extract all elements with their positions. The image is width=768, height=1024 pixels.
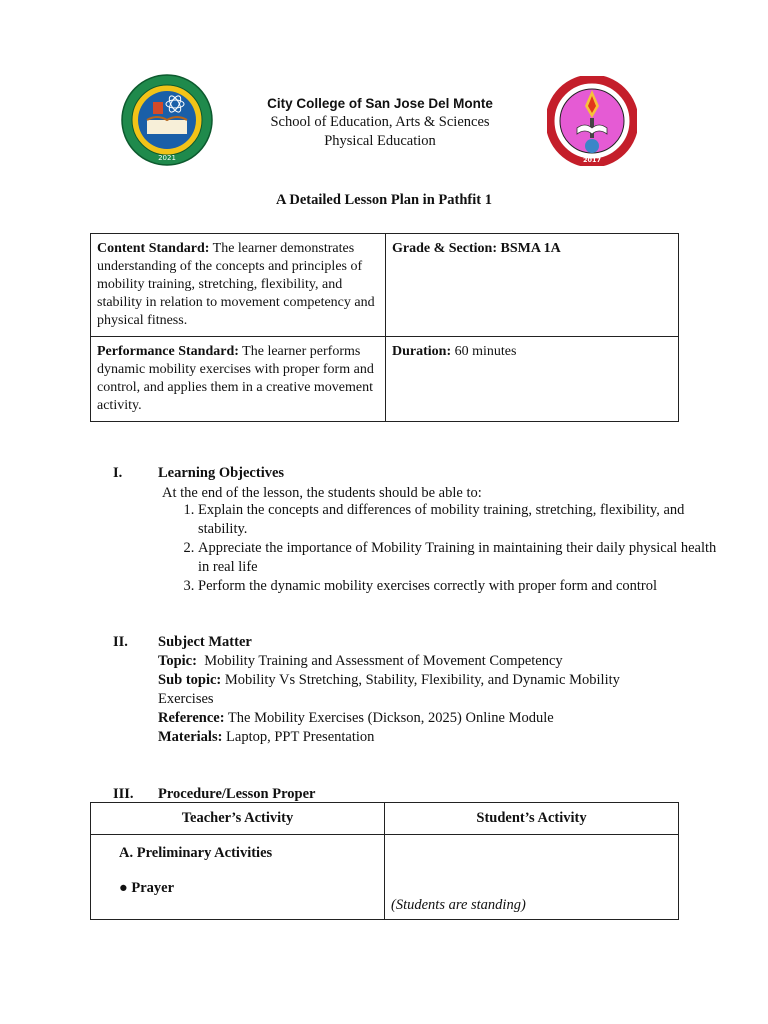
subtopic-line <box>158 671 658 709</box>
section-1-title: Learning Objectives <box>158 465 285 481</box>
materials-line <box>158 728 658 747</box>
performance-standard-cell <box>91 337 386 422</box>
objective-item: 1. Explain the concepts and differences of mobility training, stretching, flexibility, and stability. <box>198 501 722 538</box>
topic-label: Topic: <box>158 653 197 669</box>
content-standard-cell <box>91 234 386 337</box>
topic-value: Mobility Training and Assessment of Movement Competency <box>204 653 563 669</box>
section-1-number: I. <box>113 465 123 481</box>
reference-value: The Mobility Exercises (Dickson, 2025) Online Module <box>227 710 554 726</box>
subject-matter-block <box>158 652 658 747</box>
materials-value: Laptop, PPT Presentation <box>226 729 375 745</box>
grade-section-label: Grade & Section: <box>392 241 497 256</box>
duration-label: Duration: <box>392 344 452 359</box>
section-3-title: Procedure/Lesson Proper <box>158 786 316 802</box>
objectives-list <box>158 501 722 597</box>
section-2-number: II. <box>113 634 128 650</box>
svg-text:2021: 2021 <box>158 154 176 162</box>
svg-text:2017: 2017 <box>582 156 602 164</box>
left-school-logo <box>121 74 213 166</box>
objective-item: 2. Appreciate the importance of Mobility Training in maintaining their daily physical health in real life <box>198 539 722 576</box>
standards-table <box>90 233 679 422</box>
preliminary-activities-heading: A. Preliminary Activities <box>119 845 273 861</box>
subtopic-value: Mobility Vs Stretching, Stability, Flexibility, and Dynamic Mobility Exercises <box>158 672 620 707</box>
reference-line <box>158 709 658 728</box>
teacher-activity-header: Teacher’s Activity <box>91 803 385 835</box>
department-name: Physical Education <box>324 133 436 149</box>
objective-item: 3. Perform the dynamic mobility exercises correctly with proper form and control <box>198 577 722 596</box>
section-2-title: Subject Matter <box>158 634 252 650</box>
school-name: School of Education, Arts & Sciences <box>270 114 490 130</box>
grade-section-cell <box>386 234 679 337</box>
student-note: (Students are standing) <box>391 897 526 913</box>
teacher-activity-cell <box>91 835 385 920</box>
section-3-number: III. <box>113 786 134 802</box>
materials-label: Materials: <box>158 729 223 745</box>
lesson-plan-title: A Detailed Lesson Plan in Pathfit 1 <box>276 192 492 208</box>
student-activity-cell <box>385 835 679 920</box>
prayer-item: ● Prayer <box>119 880 175 896</box>
topic-line <box>158 652 658 671</box>
objectives-intro: At the end of the lesson, the students should be able to: <box>162 485 482 501</box>
duration-value: 60 minutes <box>454 344 517 359</box>
college-name: City College of San Jose Del Monte <box>267 96 493 111</box>
grade-section-value: BSMA 1A <box>500 241 561 256</box>
procedure-table <box>90 802 679 920</box>
subtopic-label: Sub topic: <box>158 672 222 688</box>
reference-label: Reference: <box>158 710 225 726</box>
student-activity-header: Student’s Activity <box>385 803 679 835</box>
institution-header <box>230 94 530 151</box>
duration-cell <box>386 337 679 422</box>
content-standard-label: Content Standard: <box>97 241 210 256</box>
performance-standard-label: Performance Standard: <box>97 344 239 359</box>
performance-standard-text: The learner performs dynamic mobility exercises with proper form and control, and applies them in a creative movement activity. <box>97 344 374 413</box>
right-college-seal <box>547 76 637 166</box>
content-standard-text: The learner demonstrates understanding of the concepts and principles of mobility training, stretching, flexibility, and stability in relation to movement competency and physical fitness. <box>97 241 375 328</box>
